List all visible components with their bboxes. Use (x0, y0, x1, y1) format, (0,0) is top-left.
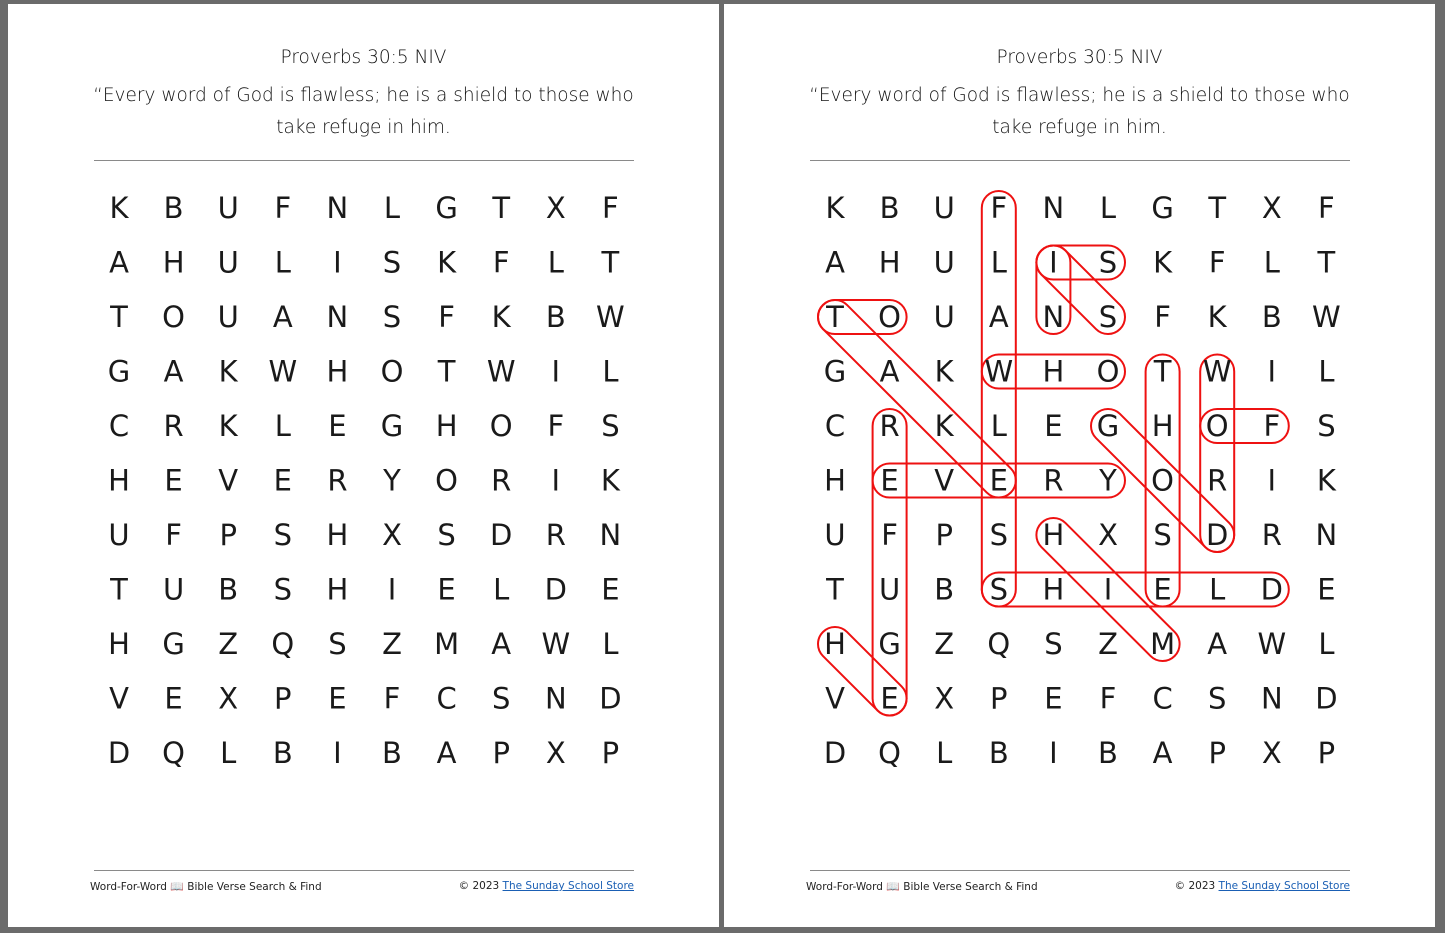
grid-letter: U (217, 300, 239, 334)
grid-letter: F (1099, 681, 1117, 716)
footer-copyright (1175, 880, 1350, 892)
grid-letter: L (1263, 245, 1280, 280)
grid-letter: I (1103, 572, 1113, 607)
grid-letter: T (826, 300, 844, 334)
grid-letter: F (165, 518, 182, 552)
grid-letter: F (438, 300, 455, 334)
grid-letter: I (1267, 463, 1277, 498)
grid-letter: S (989, 572, 1009, 607)
grid-letter: W (541, 627, 571, 661)
grid-letter: B (988, 736, 1009, 770)
grid-letter: H (108, 627, 130, 661)
grid-letter: T (601, 245, 620, 280)
grid-letter: R (545, 518, 566, 552)
grid-letter: L (1099, 191, 1117, 225)
grid-letter: Q (271, 627, 295, 661)
grid-letter: D (544, 572, 567, 607)
grid-letter: R (327, 463, 348, 498)
grid-letter: L (1209, 572, 1226, 607)
grid-letter: U (162, 572, 185, 607)
grid-letter: V (934, 463, 955, 498)
grid-letter: K (934, 354, 954, 389)
grid-letter: M (434, 627, 460, 661)
grid-letter: A (272, 300, 293, 334)
grid-letter: E (880, 681, 899, 716)
grid-letter: L (936, 736, 953, 770)
grid-letter: I (551, 354, 561, 389)
grid-letter: R (1043, 463, 1064, 498)
grid-letter: P (219, 518, 237, 552)
grid-letter: S (1098, 300, 1118, 334)
grid-letter: S (382, 300, 402, 334)
grid-letter: K (109, 191, 129, 225)
grid-letter: B (934, 572, 955, 607)
grid-letter: N (326, 191, 349, 225)
grid-letter: D (599, 681, 622, 716)
grid-letter: G (162, 627, 185, 661)
grid-letter: L (220, 736, 237, 770)
footer-series-title (90, 880, 322, 893)
letter-grid-solved (724, 4, 1435, 927)
grid-letter: O (489, 409, 513, 443)
grid-letter: B (163, 191, 184, 225)
grid-letter: Z (382, 627, 402, 661)
grid-letter: Q (878, 736, 902, 770)
grid-letter: X (1098, 518, 1118, 552)
grid-letter: W (268, 354, 298, 389)
grid-letter: H (435, 409, 458, 443)
grid-letter: P (274, 681, 292, 716)
grid-letter: O (1205, 409, 1229, 443)
grid-letter: P (990, 681, 1008, 716)
grid-letter: N (599, 518, 622, 552)
answer-key-page (724, 4, 1435, 927)
grid-letter: G (823, 354, 847, 389)
grid-letter: A (879, 354, 900, 389)
grid-letter: E (164, 681, 183, 716)
grid-letter: N (544, 681, 567, 716)
grid-letter: L (493, 572, 510, 607)
grid-letter: D (490, 518, 513, 552)
grid-letter: O (162, 300, 186, 334)
grid-letter: O (380, 354, 404, 389)
grid-letter: U (878, 572, 901, 607)
grid-letter: N (1315, 518, 1338, 552)
grid-letter: I (551, 463, 561, 498)
grid-letter: V (218, 463, 239, 498)
grid-letter: H (1042, 518, 1065, 552)
grid-letter: K (218, 409, 238, 443)
grid-letter: S (1207, 681, 1227, 716)
verse-reference: Proverbs 30:5 NIV (996, 47, 1163, 68)
grid-letter: S (382, 245, 402, 280)
grid-letter: L (1318, 354, 1335, 389)
grid-letter: H (326, 572, 349, 607)
grid-letter: X (218, 681, 239, 716)
grid-letter: U (933, 245, 955, 280)
grid-letter: I (333, 245, 342, 280)
grid-letter: A (1152, 736, 1173, 770)
grid-letter: I (333, 736, 342, 770)
grid-letter: E (1317, 572, 1336, 607)
grid-letter: D (1260, 572, 1283, 607)
grid-letter: B (272, 736, 293, 770)
grid-letter: S (989, 518, 1009, 552)
grid-letter: L (274, 409, 291, 443)
grid-letter: W (984, 354, 1014, 389)
grid-letter: S (437, 518, 456, 552)
grid-letter: W (1202, 354, 1232, 389)
grid-letter: F (602, 191, 619, 225)
grid-letter: P (935, 518, 953, 552)
grid-letter: E (880, 463, 899, 498)
grid-letter: A (163, 354, 184, 389)
grid-letter: V (825, 681, 845, 716)
verse-reference: Proverbs 30:5 NIV (280, 47, 447, 68)
grid-letter: U (217, 245, 239, 280)
grid-letter: P (1208, 736, 1226, 770)
grid-letter: K (1316, 463, 1336, 498)
grid-letter: U (217, 191, 239, 225)
grid-letter: K (1207, 300, 1227, 334)
grid-letter: F (492, 245, 510, 280)
grid-letter: F (1263, 409, 1281, 443)
footer-series-subtitle: Bible Verse Search & Find (903, 881, 1038, 893)
grid-letter: Y (1099, 463, 1117, 498)
grid-letter: Q (987, 627, 1011, 661)
grid-letter: F (274, 191, 292, 225)
grid-letter: H (824, 627, 846, 661)
grid-letter: Z (934, 627, 955, 661)
grid-letter: D (1315, 681, 1338, 716)
grid-letter: E (989, 463, 1008, 498)
grid-letter: G (1151, 191, 1174, 225)
grid-letter: O (435, 463, 459, 498)
grid-letter: L (990, 245, 1007, 280)
grid-letter: T (826, 572, 844, 607)
grid-letter: W (1312, 300, 1341, 334)
grid-letter: E (273, 463, 292, 498)
grid-letter: A (491, 627, 512, 661)
grid-letter: Z (218, 627, 239, 661)
footer-series-name: Word-For-Word (90, 881, 167, 893)
footer-series-title (806, 880, 1038, 893)
grid-letter: U (824, 518, 846, 552)
grid-letter: R (1207, 463, 1228, 498)
grid-letter: F (1208, 245, 1226, 280)
grid-letter: R (491, 463, 512, 498)
grid-letter: G (380, 409, 404, 443)
grid-letter: S (1153, 518, 1172, 552)
grid-letter: S (273, 572, 293, 607)
letter-grid (8, 4, 719, 927)
grid-letter: N (1042, 191, 1065, 225)
grid-letter: P (492, 736, 510, 770)
grid-letter: F (1154, 300, 1171, 334)
grid-letter: C (824, 409, 846, 443)
grid-letter: S (491, 681, 511, 716)
grid-letter: C (1152, 681, 1173, 716)
verse-text: “Every word of God is flawless; he is a shield to those who take refuge in him. (809, 85, 1350, 138)
grid-letter: K (437, 245, 457, 280)
grid-letter: E (328, 681, 347, 716)
grid-letter: T (110, 300, 128, 334)
grid-letter: D (823, 736, 847, 770)
grid-letter: I (1267, 354, 1277, 389)
grid-letter: H (878, 245, 901, 280)
grid-letter: S (601, 409, 620, 443)
grid-letter: L (383, 191, 401, 225)
grid-letter: C (436, 681, 457, 716)
grid-letter: L (602, 354, 619, 389)
grid-letter: N (1042, 300, 1065, 334)
grid-letter: I (1049, 736, 1058, 770)
grid-letter: E (1153, 572, 1172, 607)
grid-letter: E (601, 572, 620, 607)
grid-letter: X (545, 191, 566, 225)
grid-letter: S (328, 627, 347, 661)
grid-letter: W (596, 300, 625, 334)
grid-letter: B (1098, 736, 1118, 770)
grid-letter: K (600, 463, 620, 498)
grid-letter: G (1096, 409, 1120, 443)
grid-letter: E (1044, 681, 1063, 716)
grid-letter: A (109, 245, 129, 280)
grid-letter: E (437, 572, 456, 607)
grid-letter: N (1260, 681, 1283, 716)
grid-letter: O (878, 300, 902, 334)
grid-letter: L (602, 627, 619, 661)
grid-letter: B (382, 736, 402, 770)
grid-letter: X (934, 681, 955, 716)
grid-letter: C (108, 409, 130, 443)
grid-letter: S (1317, 409, 1336, 443)
grid-letter: E (328, 409, 347, 443)
grid-letter: W (1257, 627, 1287, 661)
grid-letter: L (274, 245, 291, 280)
grid-letter: H (824, 463, 846, 498)
grid-letter: A (988, 300, 1009, 334)
verse-text: “Every word of God is flawless; he is a shield to those who take refuge in him. (93, 85, 634, 138)
grid-letter: H (1151, 409, 1174, 443)
grid-letter: B (879, 191, 900, 225)
grid-letter: D (107, 736, 131, 770)
divider-bottom (94, 870, 634, 871)
grid-letter: G (878, 627, 901, 661)
grid-letter: B (1261, 300, 1282, 334)
grid-letter: X (1261, 191, 1282, 225)
grid-letter: H (1042, 572, 1065, 607)
grid-letter: E (164, 463, 183, 498)
grid-letter: G (107, 354, 131, 389)
grid-letter: P (1317, 736, 1336, 770)
grid-letter: K (218, 354, 238, 389)
grid-letter: U (933, 300, 955, 334)
grid-letter: H (162, 245, 185, 280)
divider-bottom (810, 870, 1350, 871)
grid-letter: L (547, 245, 564, 280)
copyright-text: © 2023 (458, 880, 500, 892)
grid-letter: H (326, 354, 349, 389)
grid-letter: O (1096, 354, 1120, 389)
grid-letter: A (825, 245, 845, 280)
grid-letter: X (545, 736, 566, 770)
grid-letter: O (1151, 463, 1175, 498)
grid-letter: T (110, 572, 128, 607)
grid-letter: I (387, 572, 397, 607)
grid-letter: F (881, 518, 898, 552)
solution-highlight-shield (982, 573, 1289, 607)
grid-letter: F (1318, 191, 1335, 225)
grid-letter: I (1049, 245, 1058, 280)
store-link[interactable]: The Sunday School Store (1218, 880, 1350, 892)
grid-letter: K (1153, 245, 1173, 280)
footer-copyright (459, 880, 634, 892)
solution-highlight-refuge (873, 409, 907, 716)
grid-letter: H (326, 518, 349, 552)
grid-letter: X (382, 518, 402, 552)
grid-letter: U (933, 191, 955, 225)
grid-letter: H (1042, 354, 1065, 389)
footer-series-subtitle: Bible Verse Search & Find (187, 881, 322, 893)
grid-letter: A (436, 736, 457, 770)
grid-letter: T (437, 354, 456, 389)
grid-letter: T (1153, 354, 1172, 389)
footer-series-name: Word-For-Word (806, 881, 883, 893)
grid-letter: K (491, 300, 511, 334)
grid-letter: M (1150, 627, 1176, 661)
grid-letter: X (1261, 736, 1282, 770)
grid-letter: K (825, 191, 845, 225)
grid-letter: F (990, 191, 1008, 225)
grid-letter: B (218, 572, 239, 607)
grid-letter: G (435, 191, 458, 225)
grid-letter: A (1207, 627, 1228, 661)
grid-letter: F (383, 681, 401, 716)
grid-letter: E (1044, 409, 1063, 443)
grid-letter: U (108, 518, 130, 552)
grid-letter: S (1044, 627, 1063, 661)
grid-letter: P (601, 736, 620, 770)
grid-letter: V (109, 681, 129, 716)
grid-letter: W (486, 354, 516, 389)
book-icon: 📖 (886, 880, 900, 893)
grid-letter: R (879, 409, 900, 443)
book-icon: 📖 (170, 880, 184, 893)
grid-letter: Y (383, 463, 401, 498)
grid-letter: Z (1098, 627, 1118, 661)
grid-letter: S (1098, 245, 1118, 280)
grid-letter: R (1261, 518, 1282, 552)
grid-letter: R (163, 409, 184, 443)
puzzle-page (8, 4, 719, 927)
grid-letter: T (1208, 191, 1227, 225)
grid-letter: Q (162, 736, 186, 770)
store-link[interactable]: The Sunday School Store (502, 880, 634, 892)
grid-letter: L (1318, 627, 1335, 661)
grid-letter: H (108, 463, 130, 498)
grid-letter: K (934, 409, 954, 443)
grid-letter: T (492, 191, 511, 225)
grid-letter: B (545, 300, 566, 334)
grid-letter: L (990, 409, 1007, 443)
grid-letter: N (326, 300, 349, 334)
grid-letter: F (547, 409, 565, 443)
grid-letter: T (1317, 245, 1336, 280)
copyright-text: © 2023 (1174, 880, 1216, 892)
grid-letter: D (1206, 518, 1229, 552)
grid-letter: S (273, 518, 293, 552)
